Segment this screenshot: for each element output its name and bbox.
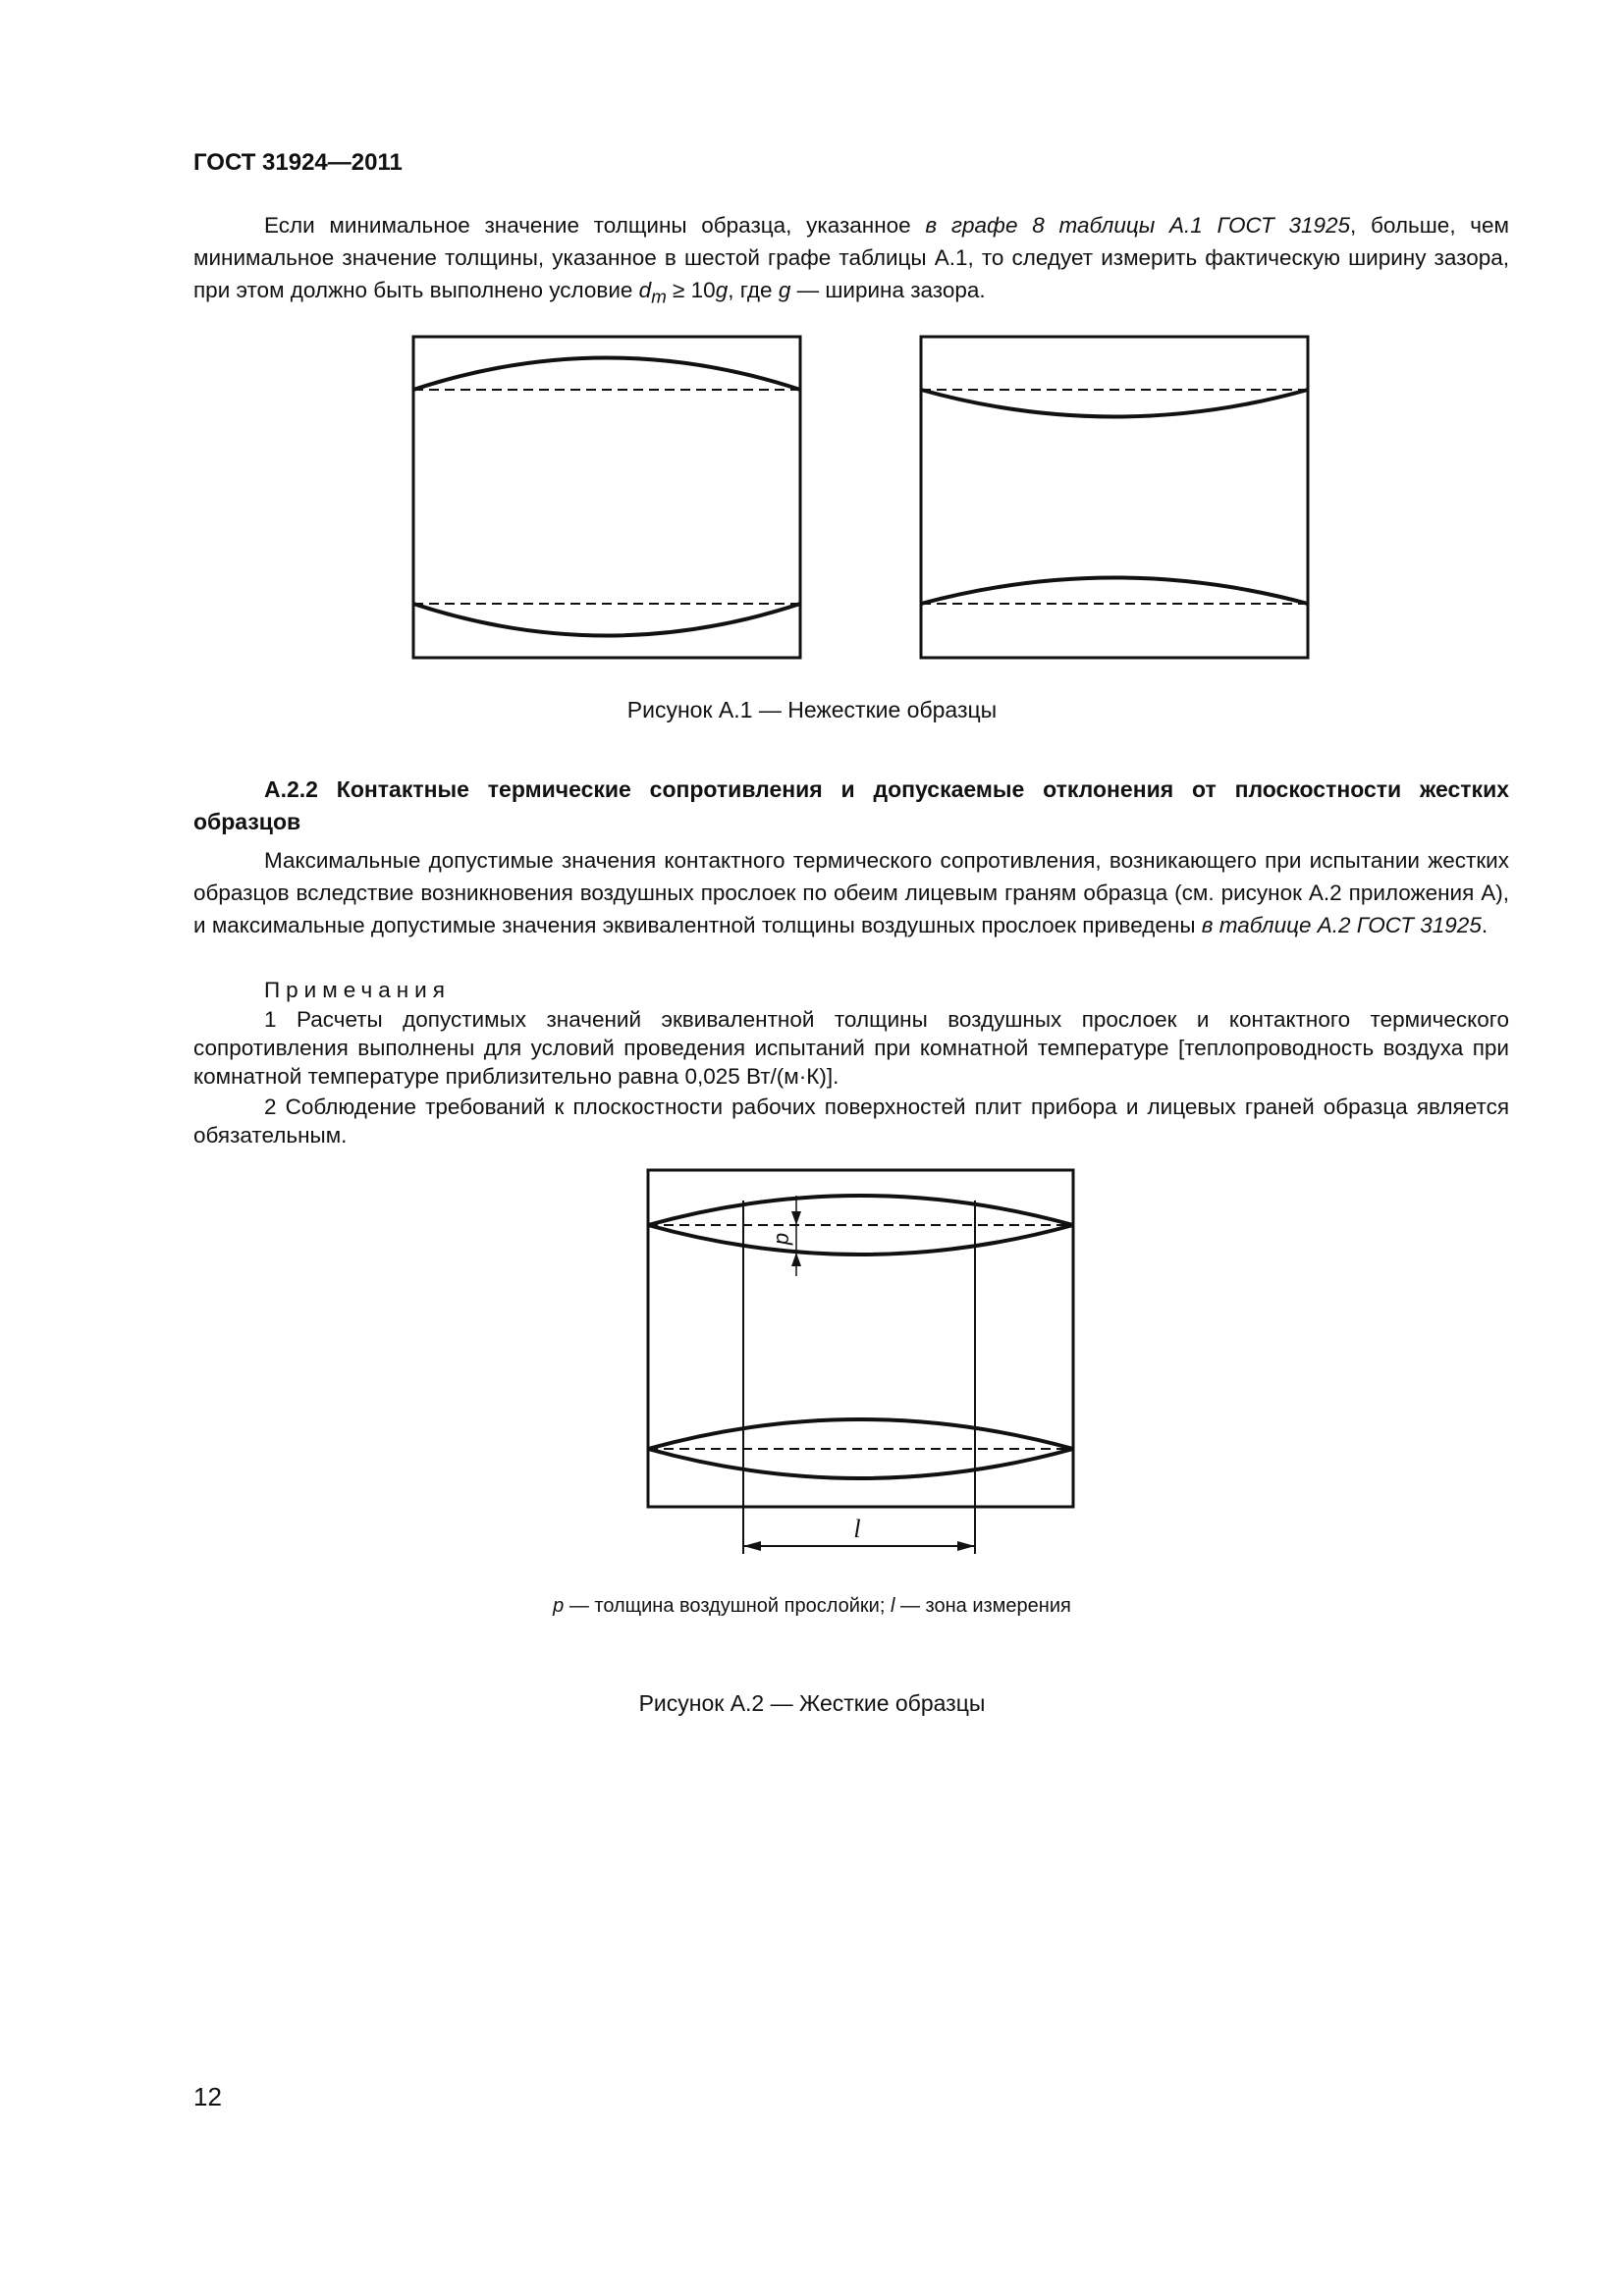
paragraph-gap-condition: Если минимальное значение толщины образца, указанное в графе 8 таблицы А.1 ГОСТ 31925, больше, чем минимальное значение толщины, указанное в шестой графе таблицы А.1, то следует измерить фактическую ширину зазора, при этом должно быть выполнено условие $d_m \ge 10g$, где g — ширина зазора. bbox=[193, 213, 1509, 307]
section-heading: А.2.2 Контактные термические сопротивления и допускаемые отклонения от плоскостности жестких образцов bbox=[193, 776, 1509, 834]
paragraph-contact-resistance: Максимальные допустимые значения контактного термического сопротивления, возникающего при испытании жестких образцов вследствие возникновения воздушных прослоек по обеим лицевым граням образца (см. рисунок А.2 приложения А), и максимальные допустимые значения эквивалентной толщины воздушных прослоек приведены в таблице А.2 ГОСТ 31925. bbox=[193, 848, 1509, 937]
document-header: ГОСТ 31924—2011 bbox=[193, 149, 403, 176]
figure-a1-left bbox=[413, 337, 800, 658]
note-1: 1 Расчеты допустимых значений эквивалентной толщины воздушных прослоек и контактного термического сопротивления выполнены для условий проведения испытаний при комнатной температуре [теплопроводность воздуха при комнатной температуре приблизительно равна 0,025 Вт/(м·К)]. bbox=[193, 1007, 1509, 1089]
figure-a2-legend: p — толщина воздушной прослойки; l — зона измерения bbox=[553, 1595, 1071, 1617]
dimension-label-l: l bbox=[853, 1515, 861, 1543]
figure-a2-caption: Рисунок А.2 — Жесткие образцы bbox=[638, 1690, 986, 1716]
figure-a1-caption: Рисунок А.1 — Нежесткие образцы bbox=[626, 697, 998, 722]
figure-a1-right bbox=[921, 337, 1308, 658]
dimension-label-p: p bbox=[769, 1232, 793, 1246]
notes-label: Примечания bbox=[264, 978, 451, 1002]
note-2: 2 Соблюдение требований к плоскостности рабочих поверхностей плит прибора и лицевых граней образца является обязательным. bbox=[193, 1095, 1509, 1148]
page-number: 12 bbox=[193, 2082, 222, 2111]
figure-a2 bbox=[648, 1170, 1073, 1554]
